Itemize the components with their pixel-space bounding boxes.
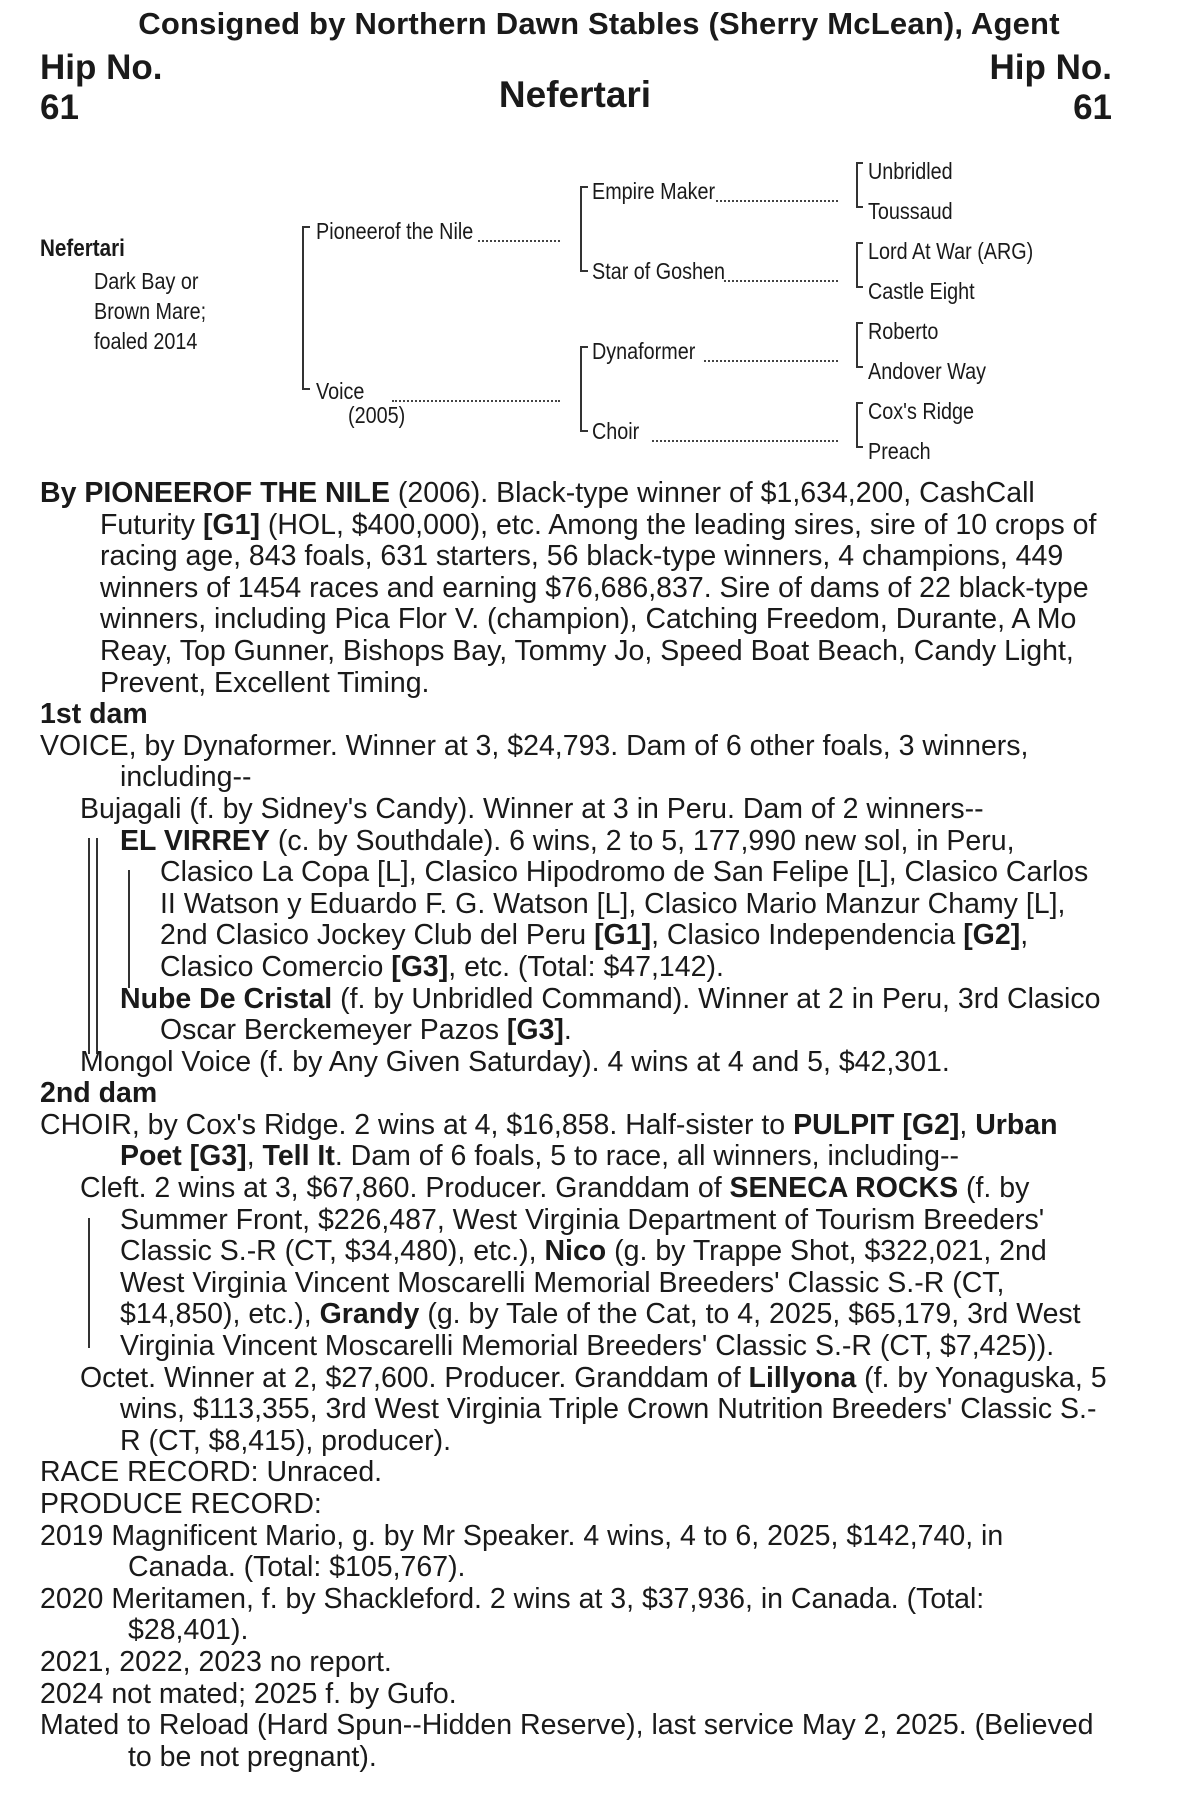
produce-entry: Cleft. 2 wins at 3, $67,860. Producer. Granddam of SENECA ROCKS (f. by Summer Front, $226,487, West Virginia Department of Tourism Breeders' Classic S.-R (CT, $34,480), etc.), Nico (g. by Trappe Shot, $322,021, 2nd West Virginia Vincent Moscarelli Memorial Breeders' Classic S.-R (CT, $14,850), etc.), Grandy (g. by Tale of the Cat, to 4, 2025, $65,179, 3rd West Virginia Vincent Moscarelli Memorial Breeders' Classic S.-R (CT, $7,425)).: [80, 1172, 1081, 1363]
produce-record-entry: 2019 Magnificent Mario, g. by Mr Speaker. 4 wins, 4 to 6, 2025, $142,740, in Canada. (Total: $105,767).: [40, 1519, 1004, 1584]
consignor-line: Consigned by Northern Dawn Stables (Sherry McLean), Agent: [138, 6, 1060, 41]
pedigree-ancestor: Unbridled: [868, 158, 953, 184]
pedigree-ancestor: Roberto: [868, 318, 939, 344]
first-dam-paragraph: VOICE, by Dynaformer. Winner at 3, $24,793. Dam of 6 other foals, 3 winners, including--: [40, 729, 1029, 794]
pedigree-bracket: [302, 226, 310, 228]
pedigree-sire: Pioneerof the Nile: [316, 218, 474, 244]
pedigree-dam-dam: Choir: [592, 418, 640, 444]
produce-entry: Bujagali (f. by Sidney's Candy). Winner at 3 in Peru. Dam of 2 winners--: [80, 792, 984, 825]
race-record: RACE RECORD: Unraced.: [40, 1456, 383, 1489]
sire-paragraph: By PIONEEROF THE NILE (2006). Black-type winner of $1,634,200, CashCall Futurity [G1] (HOL, $400,000), etc. Among the leading sires, sire of 10 crops of racing age, 843 foals, 631 starters, 56 black-type winners, 4 champions, 449 winners of 1454 races and earning $76,686,837. Sire of dams of 22 black-type winners, including Pica Flor V. (champion), Catching Freedom, Durante, A Mo Reay, Top Gunner, Bishops Bay, Tommy Jo, Speed Boat Beach, Candy Light, Prevent, Excellent Timing.: [40, 477, 1097, 699]
pedigree-ancestor: Toussaud: [868, 198, 953, 224]
pedigree-leader: [392, 400, 560, 402]
pedigree-bracket: [856, 242, 858, 288]
pedigree-bracket: [856, 446, 863, 448]
pedigree-bracket: [580, 186, 588, 188]
pedigree-bracket: [856, 322, 863, 324]
pedigree-description: Brown Mare;: [94, 298, 207, 324]
pedigree-leader: [724, 280, 838, 282]
pedigree-bracket: [856, 242, 863, 244]
pedigree-ancestor: Lord At War (ARG): [868, 238, 1034, 264]
pedigree-bracket: [856, 402, 863, 404]
pedigree-bracket: [856, 286, 863, 288]
pedigree-horse-name: Nefertari: [40, 235, 125, 262]
pedigree-bracket: [856, 366, 863, 368]
pedigree-description: Dark Bay or: [94, 268, 199, 294]
second-dam-heading: 2nd dam: [40, 1077, 158, 1110]
pedigree-bracket: [580, 346, 588, 348]
pedigree-bracket: [580, 430, 588, 432]
produce-entry: Nube De Cristal (f. by Unbridled Command). Winner at 2 in Peru, 3rd Clasico Oscar Berckemeyer Pazos [G3].: [120, 982, 1101, 1047]
pedigree-bracket: [856, 162, 863, 164]
produce-entry: Mongol Voice (f. by Any Given Saturday). 4 wins at 4 and 5, $42,301.: [80, 1045, 950, 1078]
pedigree-bracket: [302, 226, 304, 390]
second-dam-paragraph: CHOIR, by Cox's Ridge. 2 wins at 4, $16,858. Half-sister to PULPIT [G2], Urban Poet [G3], Tell It. Dam of 6 foals, 5 to race, all winners, including--: [40, 1108, 1058, 1173]
pedigree-dam: Voice: [316, 378, 365, 404]
pedigree-leader: [652, 440, 838, 442]
pedigree-bracket: [856, 322, 858, 368]
hip-label: Hip No.: [989, 48, 1112, 87]
pedigree-dam-year: (2005): [348, 402, 406, 428]
pedigree-bracket: [580, 186, 582, 272]
hip-value: 61: [40, 88, 79, 127]
pedigree-bracket: [580, 346, 582, 432]
pedigree-bracket: [580, 270, 588, 272]
produce-entry: Octet. Winner at 2, $27,600. Producer. Granddam of Lillyona (f. by Yonaguska, 5 wins, $113,355, 3rd West Virginia Triple Crown Nutrition Breeders' Classic S.-R (CT, $8,415), producer).: [80, 1361, 1107, 1457]
pedigree-bracket: [302, 388, 310, 390]
produce-record-heading: PRODUCE RECORD:: [40, 1488, 322, 1520]
pedigree-sire-dam: Star of Goshen: [592, 258, 726, 284]
pedigree-ancestor: Andover Way: [868, 358, 986, 384]
produce-entry: EL VIRREY (c. by Southdale). 6 wins, 2 to 5, 177,990 new sol, in Peru, Clasico La Copa [L], Clasico Hipodromo de San Felipe [L], Clasico Carlos II Watson y Eduardo F. G. Watson [L], Clasico Mario Manzur Chamy [L], 2nd Clasico Jockey Club del Peru [G1], Clasico Independencia [G2], Clasico Comercio [G3], etc. (Total: $47,142).: [120, 824, 1089, 983]
pedigree-ancestor: Preach: [868, 438, 931, 464]
pedigree-sire-sire: Empire Maker: [592, 178, 716, 204]
pedigree-leader: [716, 200, 838, 202]
pedigree-leader: [704, 360, 838, 362]
produce-record-entry: 2024 not mated; 2025 f. by Gufo.: [40, 1677, 457, 1710]
pedigree-ancestor: Castle Eight: [868, 278, 975, 304]
pedigree-leader: [478, 240, 560, 242]
pedigree-dam-sire: Dynaformer: [592, 338, 696, 364]
page-title: Nefertari: [498, 74, 652, 115]
produce-record-entry: 2020 Meritamen, f. by Shackleford. 2 wins at 3, $37,936, in Canada. (Total: $28,401).: [40, 1582, 985, 1647]
produce-record-entry: 2021, 2022, 2023 no report.: [40, 1645, 392, 1678]
hip-value: 61: [1073, 88, 1112, 127]
sire-name: By PIONEEROF THE NILE: [40, 477, 390, 509]
hip-label: Hip No.: [40, 48, 163, 87]
catalog-body: [40, 478, 1112, 1773]
pedigree-bracket: [856, 206, 863, 208]
mating-note: Mated to Reload (Hard Spun--Hidden Reserve), last service May 2, 2025. (Believed to be not pregnant).: [40, 1709, 1094, 1773]
pedigree-description: foaled 2014: [94, 328, 198, 354]
pedigree-ancestor: Cox's Ridge: [868, 398, 975, 424]
pedigree-bracket: [856, 402, 858, 448]
pedigree-bracket: [856, 162, 858, 208]
first-dam-heading: 1st dam: [40, 698, 148, 731]
